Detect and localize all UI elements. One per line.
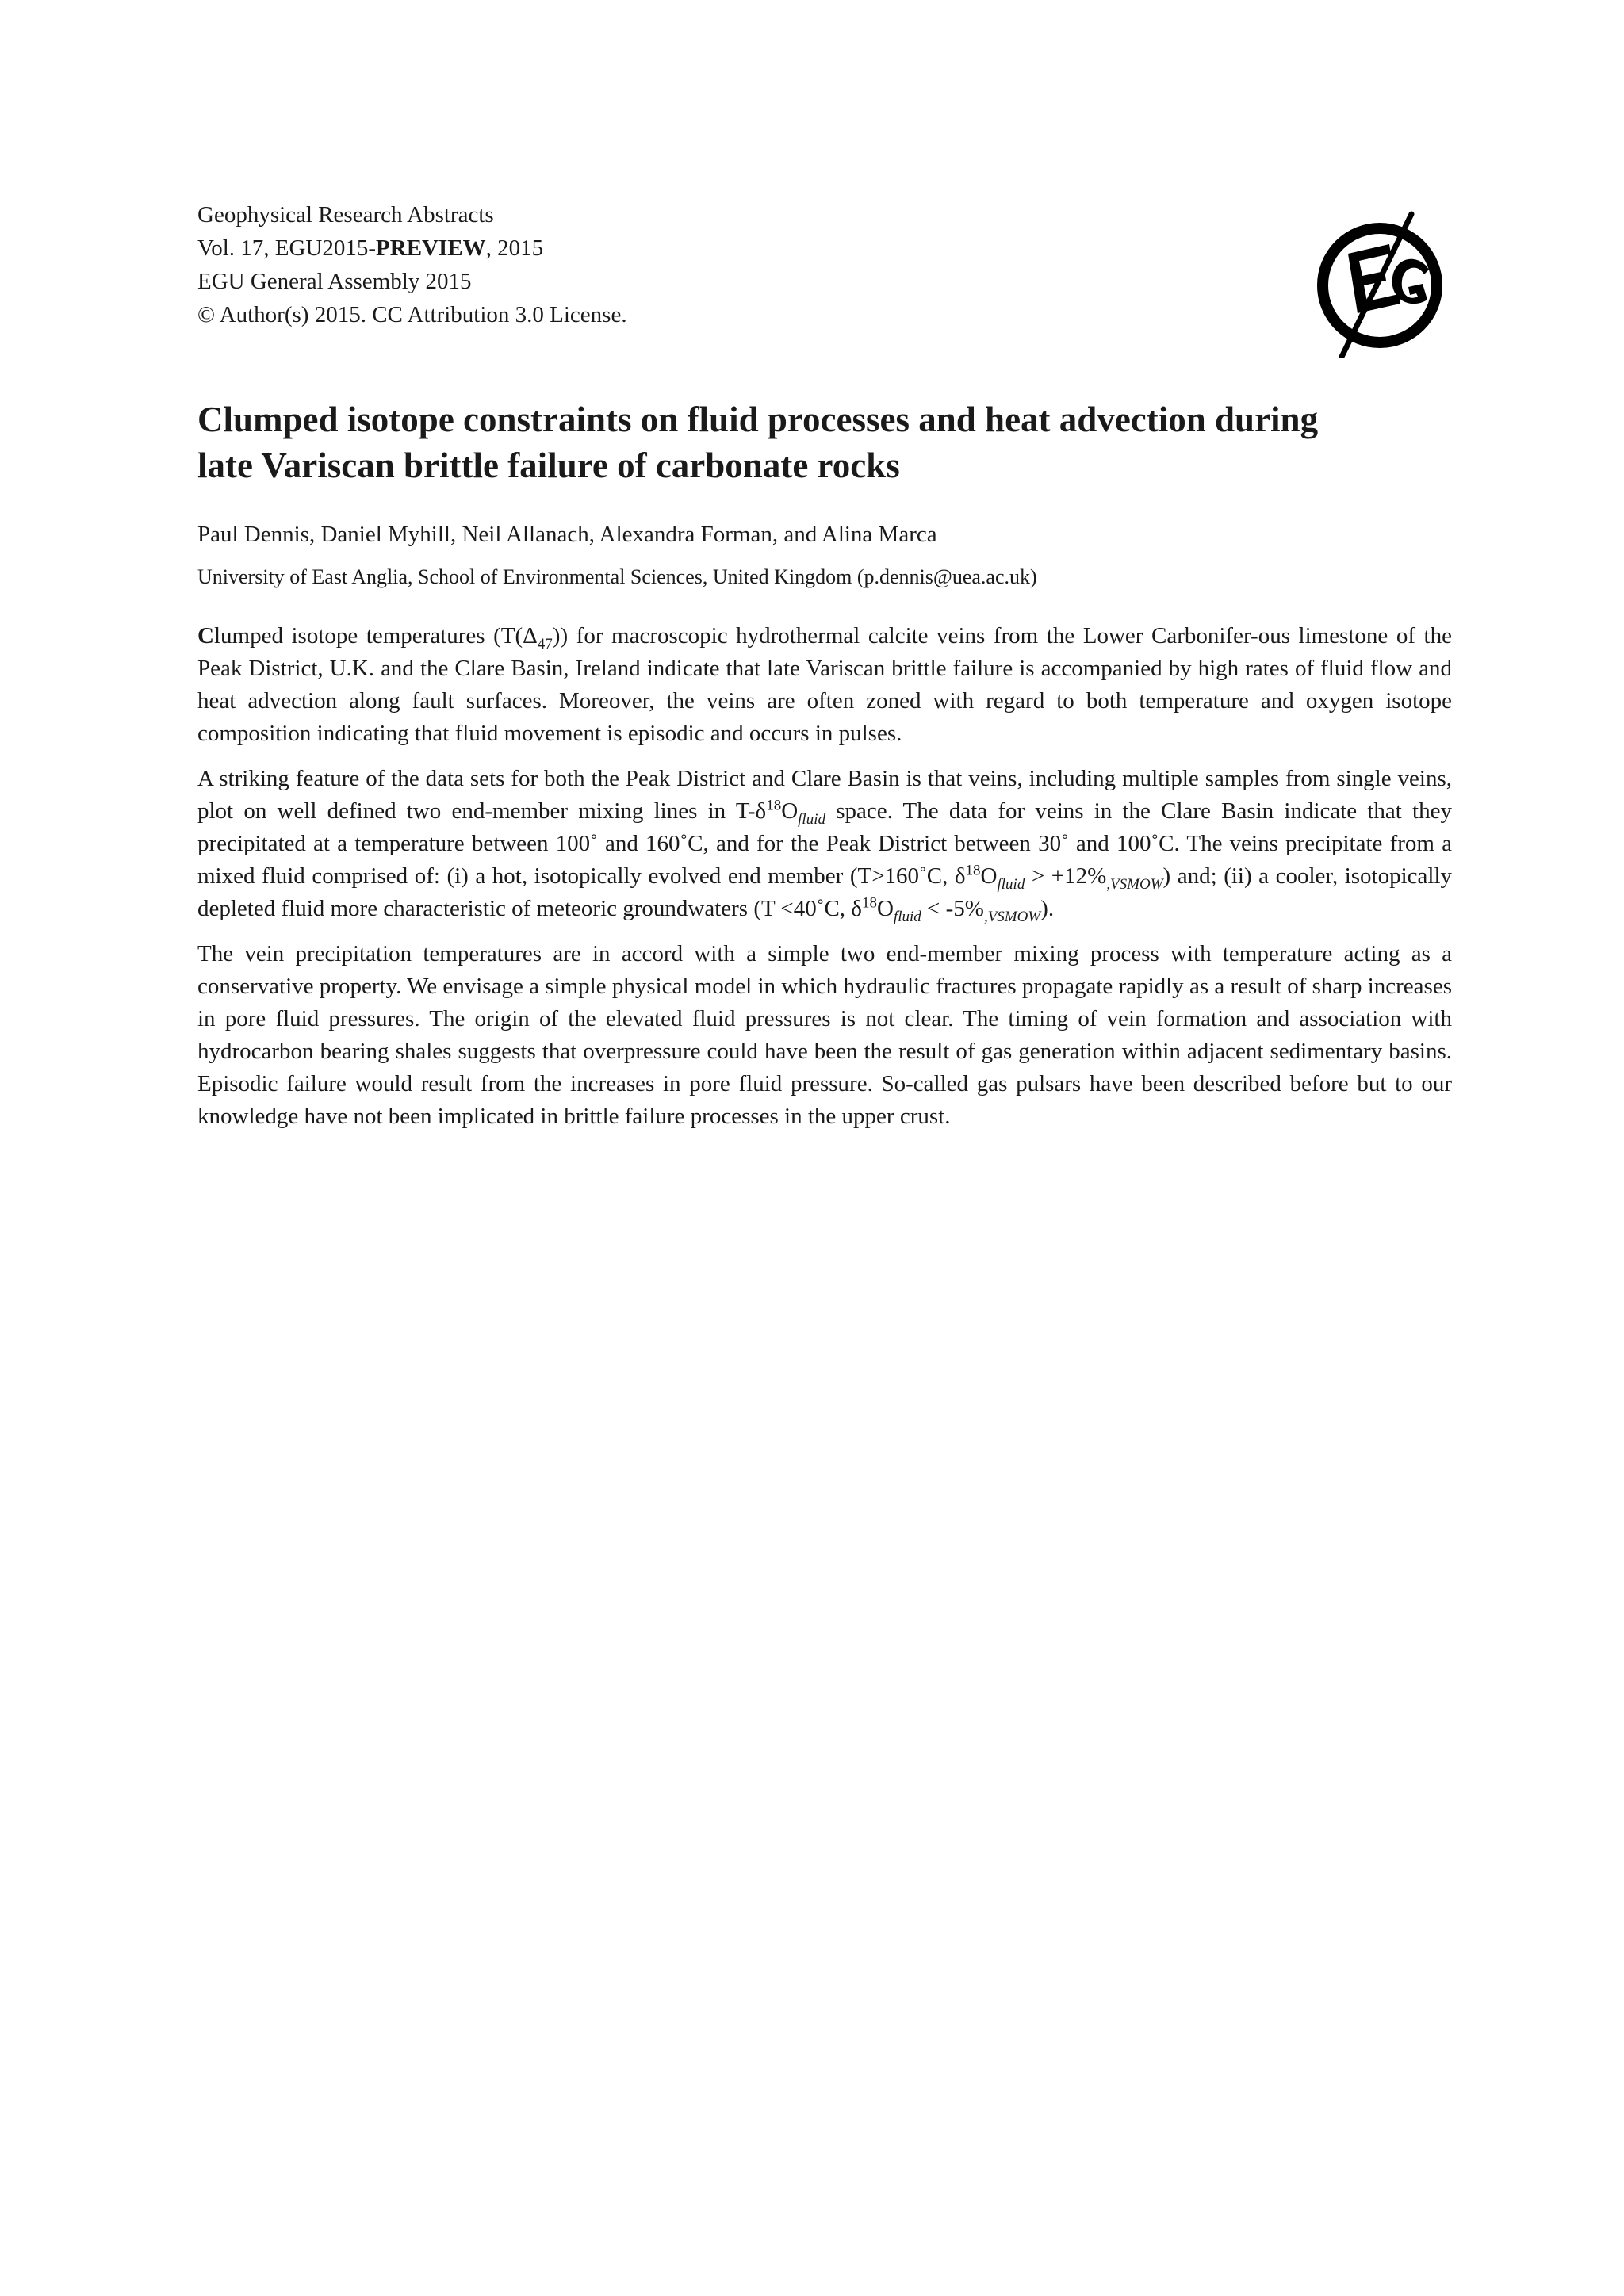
p2-text-3: space. The data for veins in the Clare Basin indicate that they precipitated at a temperature between 100˚ and 160˚C, and for the Peak District between 30˚ and 100˚C. The veins precipitate from a mixed fluid comprised of: (i) a hot, isotopically evolved end member (T>160˚C, δ — [197, 798, 1452, 889]
p2-sub-3: ,VSMOW — [1106, 875, 1163, 893]
p2-text-1: A striking feature of the data sets for both the Peak District and Clare Basin is that veins, including multiple samples from single veins, plot on well defined two end-member mixing lines in T-δ — [197, 766, 1452, 824]
p2-sub-2: fluid — [997, 875, 1025, 893]
paper-title — [197, 396, 1450, 488]
p2-text-5: > +12% — [1025, 863, 1107, 889]
p2-sup-2: 18 — [965, 862, 981, 879]
p2-text-8: < -5% — [921, 896, 984, 921]
p2-sup-3: 18 — [861, 894, 877, 912]
p2-text-6: ) and; (ii) a cooler, isotopically depleted fluid more characteristic of meteoric groundwaters (T <40˚C, δ — [197, 863, 1453, 921]
p2-text-2: O — [781, 798, 799, 824]
p2-text-7: O — [876, 896, 894, 921]
p1-text-1: lumped isotope temperatures (T(Δ — [213, 623, 538, 649]
abstract-body — [197, 620, 1452, 1146]
journal-header — [197, 198, 1228, 331]
license-line: © Author(s) 2015. CC Attribution 3.0 License. — [197, 302, 627, 327]
drop-initial: C — [197, 623, 214, 649]
p2-text-4: O — [980, 863, 998, 889]
author-list: Paul Dennis, Daniel Myhill, Neil Allanach, Alexandra Forman, and Alina Marca — [197, 522, 937, 547]
title-line-1: Clumped isotope constraints on fluid processes and heat advection during — [197, 400, 1319, 439]
volume-line — [197, 232, 1228, 265]
volume-prefix: Vol. 17, EGU2015- — [197, 235, 377, 261]
p2-sub-5: ,VSMOW — [983, 908, 1041, 925]
p1-text-2: )) for macroscopic hydrothermal calcite veins from the Lower Carbonifer-ous limestone of the Peak District, U.K. and the Clare Basin, Ireland indicate that late Variscan brittle failure is accompanied by high rates of fluid flow and heat advection along fault surfaces. Moreover, the veins are often zoned with regard to both temperature and oxygen isotope composition indicating that fluid movement is episodic and occurs in pulses. — [197, 623, 1452, 746]
abstract-paragraph-1 — [197, 620, 1452, 750]
p2-text-9: ). — [1040, 896, 1055, 921]
p2-sub-1: fluid — [798, 810, 825, 828]
title-line-2: late Variscan brittle failure of carbonate rocks — [197, 446, 900, 485]
egu-logo-icon — [1310, 208, 1453, 358]
assembly-name: EGU General Assembly 2015 — [197, 269, 472, 294]
volume-suffix: , 2015 — [485, 235, 544, 261]
volume-bold: PREVIEW — [376, 235, 486, 261]
p2-sup-1: 18 — [766, 797, 782, 814]
affiliation: University of East Anglia, School of Environmental Sciences, United Kingdom (p.dennis@uea.ac.uk) — [197, 565, 1037, 588]
abstract-paragraph-3: The vein precipitation temperatures are in accord with a simple two end-member mixing process with temperature acting as a conservative property. We envisage a simple physical model in which hydraulic fractures propagate rapidly as a result of sharp increases in pore fluid pressures. The origin of the elevated fluid pressures is not clear. The timing of vein formation and association with hydrocarbon bearing shales suggests that overpressure could have been the result of gas generation within adjacent sedimentary basins. Episodic failure would result from the increases in pore fluid pressure. So-called gas pulsars have been described before but to our knowledge have not been implicated in brittle failure processes in the upper crust. — [197, 941, 1452, 1129]
journal-name: Geophysical Research Abstracts — [197, 202, 494, 228]
abstract-paragraph-2 — [197, 763, 1452, 925]
p1-sub-1: 47 — [537, 635, 553, 652]
p2-sub-4: fluid — [893, 908, 921, 925]
